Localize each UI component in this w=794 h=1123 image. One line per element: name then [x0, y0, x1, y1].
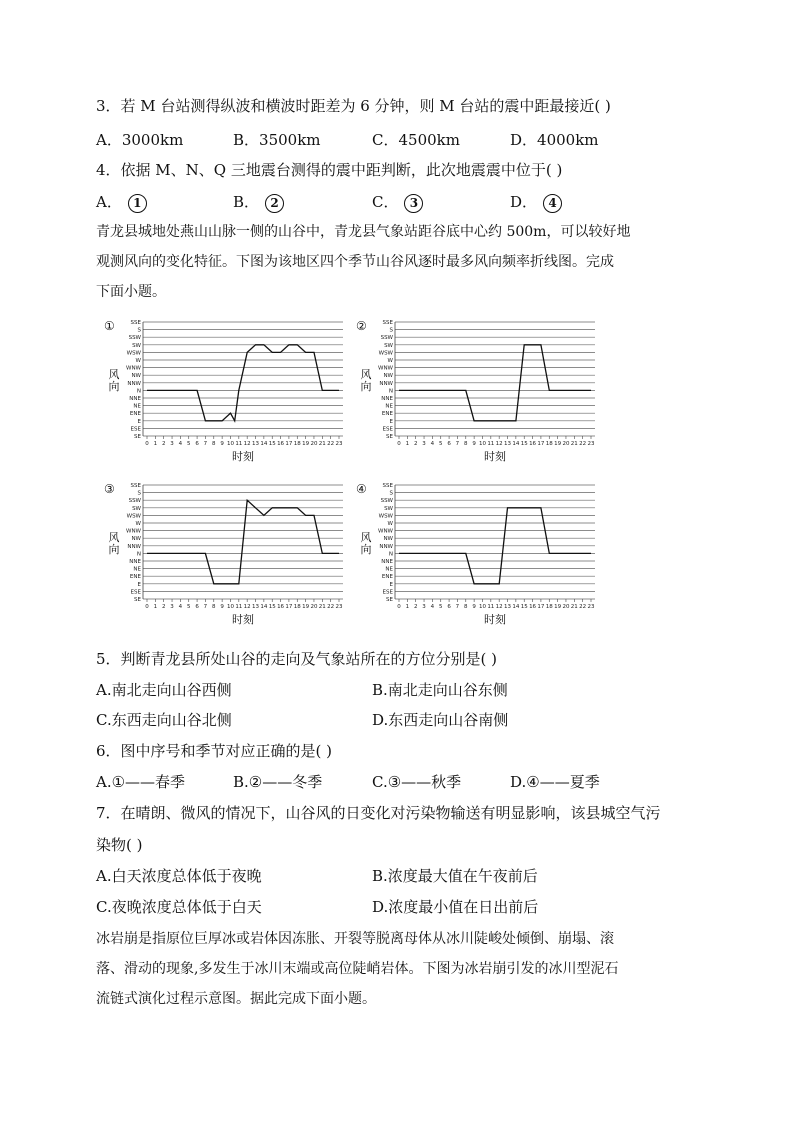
x-tick-label: 20	[310, 441, 318, 447]
panel-label: ②	[356, 319, 367, 333]
y-tick-label: N	[388, 388, 393, 395]
x-tick-label: 4	[430, 441, 435, 447]
x-tick-label: 18	[293, 441, 301, 447]
y-tick-label: W	[387, 358, 393, 364]
question-3-stem: 3．若 M 台站测得纵波和横波时距差为 6 分钟，则 M 台站的震中距最接近( )	[96, 97, 611, 115]
y-tick-label: SSW	[380, 335, 393, 342]
y-tick-label: NNE	[381, 559, 393, 565]
wind-direction-chart-4	[352, 481, 597, 631]
y-axis-label: 风	[108, 368, 120, 381]
y-tick-label: NNW	[379, 380, 393, 387]
y-tick-label: WSW	[378, 350, 393, 357]
y-tick-label: ENE	[381, 411, 393, 418]
x-tick-label: 9	[220, 441, 224, 447]
y-tick-label: ENE	[129, 411, 141, 418]
y-tick-label: SE	[134, 597, 141, 603]
x-tick-label: 9	[472, 441, 476, 447]
y-axis-label: 向	[108, 543, 120, 556]
x-tick-label: 7	[203, 604, 208, 610]
x-tick-label: 20	[562, 441, 570, 447]
passage-1-line-2: 观测风向的变化特征。下图为该地区四个季节山谷风逐时最多风向频率折线图。完成	[96, 254, 614, 270]
y-axis-label: 风	[360, 368, 372, 381]
x-tick-label: 8	[464, 441, 468, 447]
x-tick-label: 5	[438, 441, 443, 447]
x-tick-label: 14	[512, 441, 520, 447]
x-tick-label: 0	[145, 441, 149, 447]
x-tick-label: 4	[178, 604, 183, 610]
y-tick-label: WSW	[126, 513, 141, 520]
chart-svg	[352, 318, 597, 468]
circled-number-4: 4	[543, 194, 562, 213]
x-tick-label: 3	[170, 441, 174, 447]
y-axis-label: 向	[360, 543, 372, 556]
y-tick-label: NE	[385, 566, 393, 573]
y-tick-label: NNW	[127, 380, 141, 387]
wind-direction-chart-3	[100, 481, 345, 631]
x-tick-label: 14	[260, 604, 268, 610]
x-tick-label: 17	[285, 441, 293, 447]
y-tick-label: ESE	[130, 426, 141, 433]
passage-2-line-3: 流链式演化过程示意图。据此完成下面小题。	[96, 991, 376, 1007]
x-tick-label: 7	[455, 441, 460, 447]
x-tick-label: 12	[243, 441, 251, 447]
y-axis-label: 风	[108, 531, 120, 544]
x-tick-label: 15	[520, 441, 528, 447]
x-tick-label: 17	[285, 604, 293, 610]
x-tick-label: 4	[178, 441, 183, 447]
x-tick-label: 10	[226, 441, 234, 447]
x-tick-label: 19	[554, 441, 562, 447]
q3-option-b[interactable]: B．3500km	[233, 131, 321, 149]
x-tick-label: 10	[478, 604, 486, 610]
question-6-stem: 6．图中序号和季节对应正确的是( )	[96, 742, 333, 760]
x-axis-label: 时刻	[232, 613, 254, 626]
y-tick-label: ENE	[381, 574, 393, 581]
y-tick-label: NNE	[381, 396, 393, 402]
x-tick-label: 19	[302, 604, 310, 610]
x-tick-label: 10	[478, 441, 486, 447]
x-tick-label: 5	[186, 604, 191, 610]
y-tick-label: NW	[131, 536, 141, 543]
panel-label: ③	[104, 482, 115, 496]
x-tick-label: 7	[455, 604, 460, 610]
panel-label: ①	[104, 319, 115, 333]
x-tick-label: 19	[302, 441, 310, 447]
q4-option-c[interactable]	[372, 191, 423, 213]
x-tick-label: 0	[397, 604, 401, 610]
passage-2-line-1: 冰岩崩是指原位巨厚冰或岩体因冻胀、开裂等脱离母体从冰川陡峻处倾倒、崩塌、滚	[96, 931, 614, 947]
x-tick-label: 22	[327, 441, 335, 447]
y-axis-label: 向	[108, 380, 120, 393]
x-tick-label: 13	[504, 441, 512, 447]
passage-2-line-2: 落、滑动的现象,多发生于冰川末端或高位陡峭岩体。下图为冰岩崩引发的冰川型泥石	[96, 961, 619, 977]
x-tick-label: 6	[195, 441, 199, 447]
y-tick-label: S	[137, 327, 141, 334]
x-tick-label: 8	[212, 441, 216, 447]
x-tick-label: 21	[570, 604, 578, 610]
y-tick-label: NNE	[129, 559, 141, 565]
x-tick-label: 20	[310, 604, 318, 610]
y-tick-label: N	[388, 551, 393, 558]
y-tick-label: WSW	[378, 513, 393, 520]
x-tick-label: 22	[579, 441, 587, 447]
x-tick-label: 0	[145, 604, 149, 610]
y-tick-label: SSW	[380, 498, 393, 505]
q4-option-a[interactable]	[96, 191, 147, 213]
y-tick-label: S	[389, 327, 393, 334]
x-tick-label: 3	[170, 604, 174, 610]
x-tick-label: 2	[413, 604, 418, 610]
y-tick-label: WNW	[126, 365, 141, 372]
x-tick-label: 9	[220, 604, 224, 610]
question-7-stem-line-1: 7．在晴朗、微风的情况下，山谷风的日变化对污染物输送有明显影响，该县城空气污	[96, 804, 661, 822]
x-tick-label: 5	[438, 604, 443, 610]
x-axis-label: 时刻	[484, 450, 506, 463]
x-tick-label: 5	[186, 441, 191, 447]
x-tick-label: 10	[226, 604, 234, 610]
q3-option-c[interactable]: C．4500km	[372, 131, 460, 149]
passage-valley-wind	[96, 217, 700, 307]
x-tick-label: 2	[161, 604, 166, 610]
y-tick-label: NE	[133, 403, 141, 410]
x-tick-label: 17	[537, 441, 545, 447]
x-tick-label: 1	[153, 441, 158, 447]
panel-label: ④	[356, 482, 367, 496]
y-tick-label: NNW	[127, 543, 141, 550]
y-tick-label: W	[135, 521, 141, 527]
y-tick-label: S	[389, 490, 393, 497]
x-tick-label: 23	[587, 441, 595, 447]
q3-option-a[interactable]: A．3000km	[96, 131, 184, 149]
x-tick-label: 9	[472, 604, 476, 610]
x-axis-label: 时刻	[232, 450, 254, 463]
x-tick-label: 2	[161, 441, 166, 447]
x-tick-label: 16	[277, 604, 285, 610]
passage-1-line-1: 青龙县城地处燕山山脉一侧的山谷中，青龙县气象站距谷底中心约 500m，可以较好地	[96, 224, 631, 240]
x-tick-label: 19	[554, 604, 562, 610]
x-tick-label: 3	[422, 604, 426, 610]
y-axis-label: 风	[360, 531, 372, 544]
y-tick-label: NNW	[379, 543, 393, 550]
x-axis-label: 时刻	[484, 613, 506, 626]
x-tick-label: 22	[579, 604, 587, 610]
x-tick-label: 2	[413, 441, 418, 447]
y-tick-label: ESE	[382, 589, 393, 596]
x-tick-label: 12	[243, 604, 251, 610]
x-tick-label: 18	[545, 604, 553, 610]
x-tick-label: 12	[495, 604, 503, 610]
y-tick-label: SSE	[130, 483, 141, 489]
q7-option-c[interactable]: C.夜晚浓度总体低于白天	[96, 898, 262, 916]
x-tick-label: 14	[512, 604, 520, 610]
x-tick-label: 21	[570, 441, 578, 447]
y-tick-label: N	[136, 551, 141, 558]
y-tick-label: E	[137, 418, 141, 425]
x-tick-label: 18	[293, 604, 301, 610]
x-tick-label: 23	[587, 604, 595, 610]
wind-direction-chart-1	[100, 318, 345, 468]
y-tick-label: WNW	[378, 528, 393, 535]
y-tick-label: W	[135, 358, 141, 364]
y-tick-label: SSE	[130, 320, 141, 326]
q6-option-c[interactable]: C.③——秋季	[372, 773, 462, 791]
q6-option-b[interactable]: B.②——冬季	[233, 773, 323, 791]
x-tick-label: 13	[252, 604, 260, 610]
y-tick-label: ESE	[130, 589, 141, 596]
y-tick-label: NW	[383, 373, 393, 380]
y-tick-label: WNW	[126, 528, 141, 535]
q7-option-d[interactable]: D.浓度最小值在日出前后	[372, 898, 539, 916]
q5-option-d[interactable]: D.东西走向山谷南侧	[372, 711, 509, 729]
y-tick-label: SSW	[128, 335, 141, 342]
y-tick-label: E	[389, 418, 393, 425]
y-tick-label: E	[137, 581, 141, 588]
y-tick-label: SSW	[128, 498, 141, 505]
x-tick-label: 3	[422, 441, 426, 447]
y-tick-label: WNW	[378, 365, 393, 372]
question-7-stem-line-2: 染物( )	[96, 836, 143, 854]
y-tick-label: NNE	[129, 396, 141, 402]
x-tick-label: 4	[430, 604, 435, 610]
y-tick-label: SE	[134, 434, 141, 440]
q7-option-a[interactable]: A.白天浓度总体低于夜晚	[96, 867, 262, 885]
wind-direction-chart-2	[352, 318, 597, 468]
x-tick-label: 11	[235, 441, 243, 447]
y-tick-label: NE	[385, 403, 393, 410]
q5-option-c[interactable]: C.东西走向山谷北侧	[96, 711, 232, 729]
y-tick-label: ESE	[382, 426, 393, 433]
chart-svg	[100, 481, 345, 631]
chart-svg	[352, 481, 597, 631]
x-tick-label: 8	[212, 604, 216, 610]
y-tick-label: ENE	[129, 574, 141, 581]
q4-option-b-letter: B．	[233, 193, 260, 211]
x-tick-label: 14	[260, 441, 268, 447]
q5-option-a[interactable]: A.南北走向山谷西侧	[96, 681, 232, 699]
x-tick-label: 15	[268, 441, 276, 447]
y-tick-label: WSW	[126, 350, 141, 357]
x-tick-label: 11	[487, 441, 495, 447]
x-tick-label: 20	[562, 604, 570, 610]
y-tick-label: SW	[132, 342, 141, 349]
y-axis-label: 向	[360, 380, 372, 393]
y-tick-label: W	[387, 521, 393, 527]
y-tick-label: SSE	[382, 320, 393, 326]
x-tick-label: 18	[545, 441, 553, 447]
x-tick-label: 1	[405, 441, 410, 447]
passage-ice-rock-avalanche	[96, 924, 700, 1014]
x-tick-label: 12	[495, 441, 503, 447]
x-tick-label: 23	[335, 604, 343, 610]
y-tick-label: SE	[386, 597, 393, 603]
x-tick-label: 13	[252, 441, 260, 447]
y-tick-label: NW	[131, 373, 141, 380]
x-tick-label: 21	[318, 604, 326, 610]
q4-option-a-letter: A．	[96, 193, 122, 211]
circled-number-1: 1	[128, 194, 147, 213]
y-tick-label: E	[389, 581, 393, 588]
y-tick-label: SW	[384, 342, 393, 349]
x-tick-label: 1	[405, 604, 410, 610]
q6-option-a[interactable]: A.①——春季	[96, 773, 186, 791]
chart-svg	[100, 318, 345, 468]
x-tick-label: 21	[318, 441, 326, 447]
y-tick-label: SE	[386, 434, 393, 440]
x-tick-label: 1	[153, 604, 158, 610]
x-tick-label: 22	[327, 604, 335, 610]
x-tick-label: 0	[397, 441, 401, 447]
y-tick-label: S	[137, 490, 141, 497]
y-tick-label: SW	[384, 505, 393, 512]
x-tick-label: 11	[235, 604, 243, 610]
q4-option-c-letter: C．	[372, 193, 399, 211]
q3-option-d[interactable]: D．4000km	[510, 131, 599, 149]
x-tick-label: 16	[529, 604, 537, 610]
q4-option-b[interactable]	[233, 191, 284, 213]
x-tick-label: 13	[504, 604, 512, 610]
passage-1-line-3: 下面小题。	[96, 284, 166, 300]
q4-option-d[interactable]	[510, 191, 562, 213]
x-tick-label: 6	[447, 441, 451, 447]
y-tick-label: SSE	[382, 483, 393, 489]
circled-number-2: 2	[265, 194, 284, 213]
question-4-stem: 4．依据 M、N、Q 三地震台测得的震中距判断，此次地震震中位于( )	[96, 161, 563, 179]
x-tick-label: 6	[447, 604, 451, 610]
y-tick-label: N	[136, 388, 141, 395]
y-tick-label: NW	[383, 536, 393, 543]
q7-option-b[interactable]: B.浓度最大值在午夜前后	[372, 867, 538, 885]
x-tick-label: 7	[203, 441, 208, 447]
x-tick-label: 11	[487, 604, 495, 610]
y-tick-label: NE	[133, 566, 141, 573]
x-tick-label: 23	[335, 441, 343, 447]
x-tick-label: 15	[520, 604, 528, 610]
y-tick-label: SW	[132, 505, 141, 512]
x-tick-label: 16	[277, 441, 285, 447]
x-tick-label: 15	[268, 604, 276, 610]
q5-option-b[interactable]: B.南北走向山谷东侧	[372, 681, 508, 699]
x-tick-label: 8	[464, 604, 468, 610]
circled-number-3: 3	[404, 194, 423, 213]
question-5-stem: 5．判断青龙县所处山谷的走向及气象站所在的方位分别是( )	[96, 650, 498, 668]
q4-option-d-letter: D．	[510, 193, 538, 211]
x-tick-label: 6	[195, 604, 199, 610]
x-tick-label: 16	[529, 441, 537, 447]
wind-direction-series-line	[147, 500, 339, 584]
q6-option-d[interactable]: D.④——夏季	[510, 773, 600, 791]
x-tick-label: 17	[537, 604, 545, 610]
